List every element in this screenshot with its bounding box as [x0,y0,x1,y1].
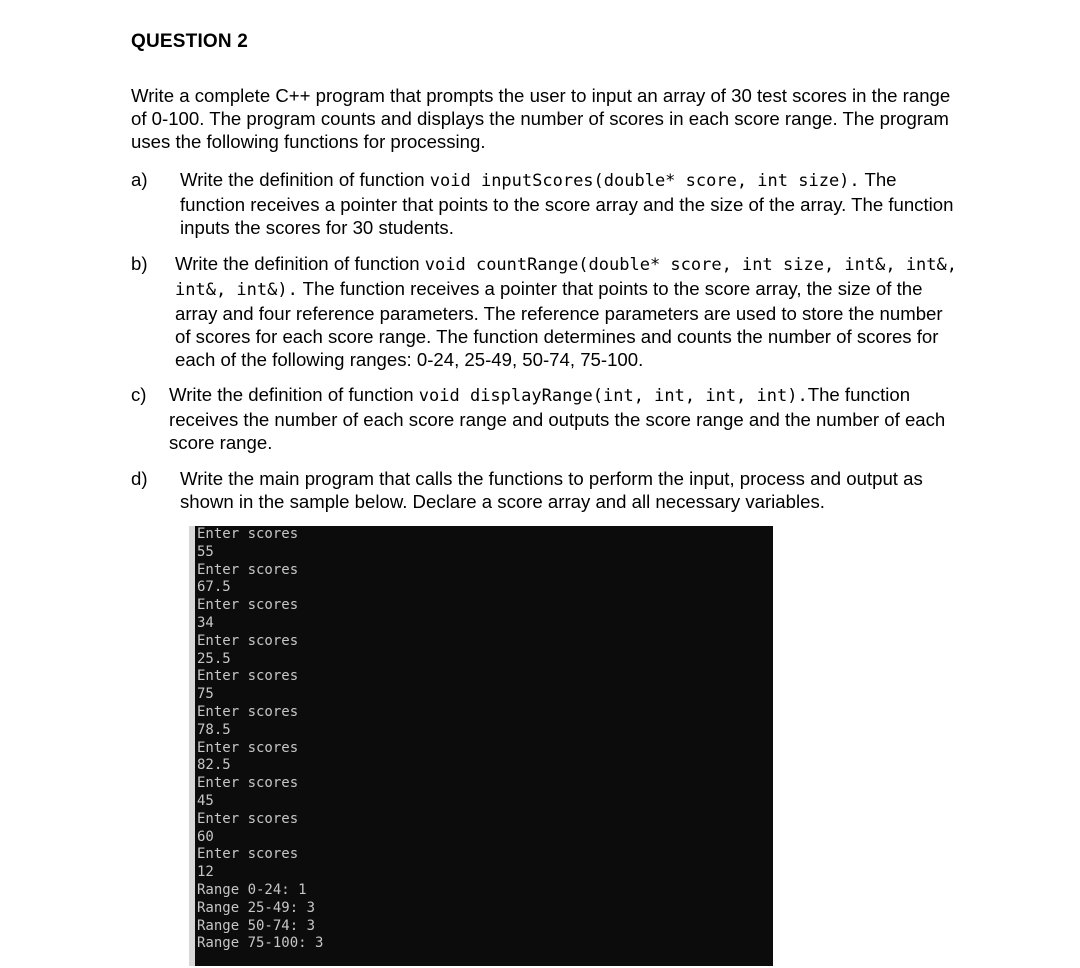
console-line: Enter scores [197,632,299,649]
console-line: Range 50-74: 3 [197,917,316,934]
console-line: Range 75-100: 3 [197,935,324,952]
sub-question-marker: d) [131,468,148,489]
console-line: Enter scores [197,775,299,792]
sub-question-marker: a) [131,169,148,190]
console-line: 34 [197,614,214,631]
console-line: Enter scores [197,597,299,614]
console-line: 67.5 [197,579,231,596]
console-line: 12 [197,864,214,881]
question-intro: Write a complete C++ program that prompts the user to input an array of 30 test scores in the range of 0-100. The program counts and displays the number of scores in each score range. The program uses the following functions for processing. [131,85,951,152]
question-heading: QUESTION 2 [131,31,249,52]
console-line: Range 0-24: 1 [197,881,307,898]
console-line: 45 [197,792,214,809]
sub-question-text: Write the definition of function void displayRange(int, int, int, int).The function receives the number of each score range and outputs the score range and the number of each score range. [169,384,946,453]
console-line: 82.5 [197,757,231,774]
sub-question-marker: b) [131,253,148,274]
sub-question-text: Write the definition of function void inputScores(double* score, int size). The function receives a pointer that points to the score array and the size of the array. The function inputs the scores for 30 students. [180,169,954,238]
console-line: 25.5 [197,650,231,667]
console-line: Enter scores [197,846,299,863]
console-lines [197,526,323,953]
sub-question-marker: c) [131,384,147,405]
sub-question-text: Write the definition of function void countRange(double* score, int size, int&, int&, int&, int&). The function receives a pointer that points to the score array, the size of the array and four reference parameters. The reference parameters are used to store the number of scores for each score range. The function determines and counts the number of scores for each of the following ranges: 0-24, 25-49, 50-74, 75-100. [175,253,957,370]
console-line: Enter scores [197,526,299,542]
function-signature: void displayRange(int, int, int, int). [418,386,808,406]
sub-question-b [131,252,961,372]
console-line: 60 [197,828,214,845]
sub-question-a [131,168,961,238]
console-line: Enter scores [197,668,299,685]
console-line: 55 [197,543,214,560]
sub-question-text: Write the main program that calls the functions to perform the input, process and output as shown in the sample below. Declare a score array and all necessary variables. [180,468,923,512]
console-line: Enter scores [197,739,299,756]
function-signature: void countRange(double* score, int size, int&, int&, int&, int&). [175,255,957,300]
console-line: Enter scores [197,703,299,720]
sub-question-d [131,467,961,517]
console-line: 75 [197,686,214,703]
console-line: 78.5 [197,721,231,738]
console-line: Enter scores [197,810,299,827]
function-signature: void inputScores(double* score, int size). [429,171,860,191]
console-line: Range 25-49: 3 [197,899,316,916]
console-output-sample [189,526,773,966]
console-line: Enter scores [197,561,299,578]
sub-question-c [131,383,961,453]
